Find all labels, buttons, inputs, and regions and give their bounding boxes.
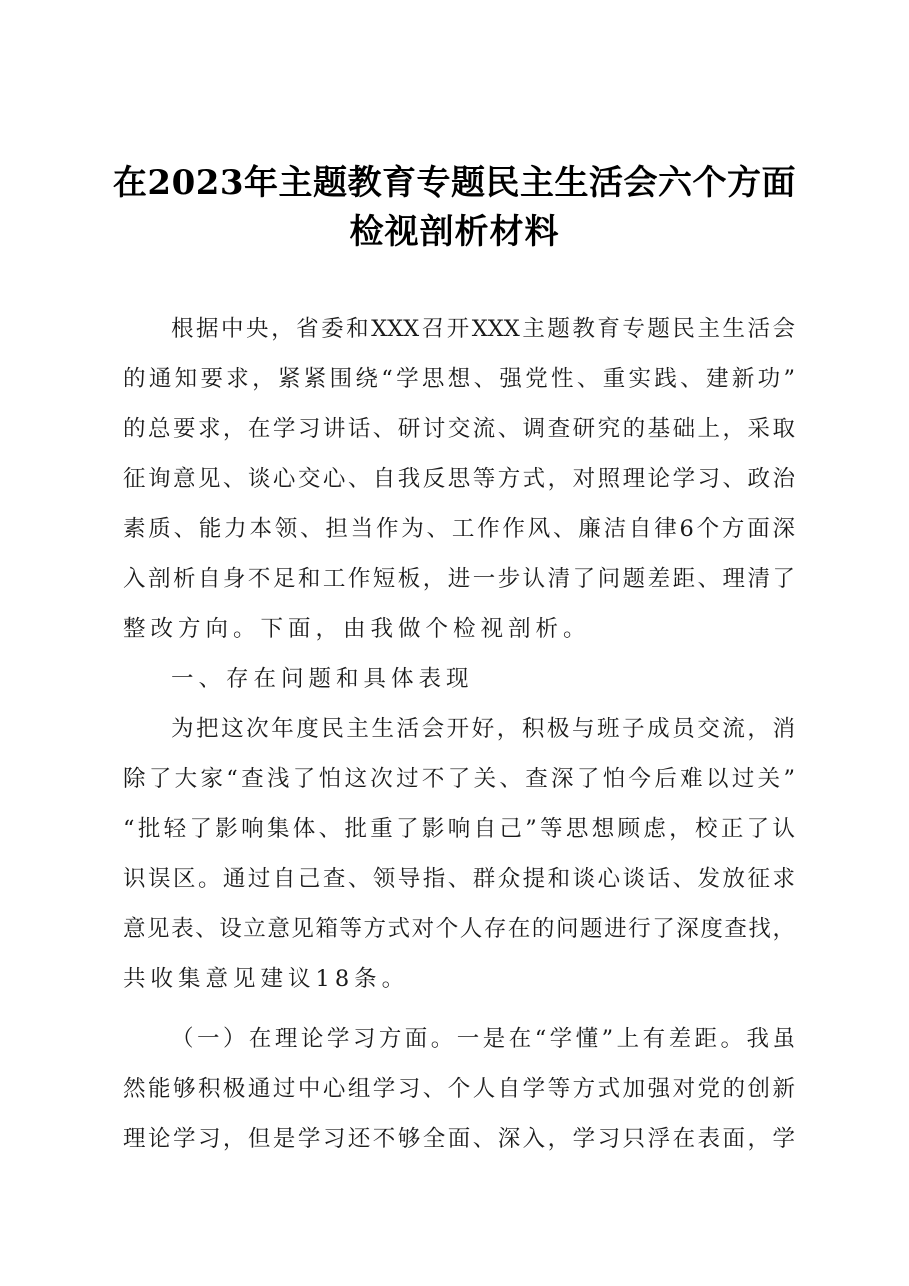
paragraph-3-line: 然能够积极通过中心组学习、个人自学等方式加强对党的创新 [123,1076,795,1102]
paragraph-2-line: 意见表、设立意见箱等方式对个人存在的问题进行了深度查找， [123,916,795,942]
paragraph-1-line: 素质、能力本领、担当作为、工作作风、廉洁自律6个方面深 [123,516,795,542]
paragraph-1-line: 征询意见、谈心交心、自我反思等方式，对照理论学习、政治 [123,466,795,492]
paragraph-2-line: 除了大家“查浅了怕这次过不了关、查深了怕今后难以过关” [123,766,795,792]
paragraph-1-line: 根据中央，省委和XXX召开XXX主题教育专题民主生活会 [171,316,795,342]
document-title-line-1: 在2023年主题教育专题民主生活会六个方面 [112,163,797,203]
paragraph-1-line: 整改方向。下面，由我做个检视剖析。 [123,616,591,642]
paragraph-2-line: 识误区。通过自己查、领导指、群众提和谈心谈话、发放征求 [123,866,795,892]
paragraph-3-line: （一）在理论学习方面。一是在“学懂”上有差距。我虽 [171,1026,795,1052]
paragraph-1-line: 的总要求，在学习讲话、研讨交流、调查研究的基础上，采取 [123,416,795,442]
paragraph-3-line: 理论学习，但是学习还不够全面、深入，学习只浮在表面，学 [123,1126,795,1152]
paragraph-2-line: 共收集意见建议18条。 [123,966,410,992]
paragraph-1-line: 入剖析自身不足和工作短板，进一步认清了问题差距、理清了 [123,566,795,592]
document-title-line-2: 检视剖析材料 [349,212,560,252]
paragraph-2-line: “批轻了影响集体、批重了影响自己”等思想顾虑，校正了认 [123,816,795,842]
section-heading: 一、存在问题和具体表现 [171,666,474,692]
paragraph-2-line: 为把这次年度民主生活会开好，积极与班子成员交流，消 [171,716,795,742]
paragraph-1-line: 的通知要求，紧紧围绕“学思想、强党性、重实践、建新功” [123,366,795,392]
